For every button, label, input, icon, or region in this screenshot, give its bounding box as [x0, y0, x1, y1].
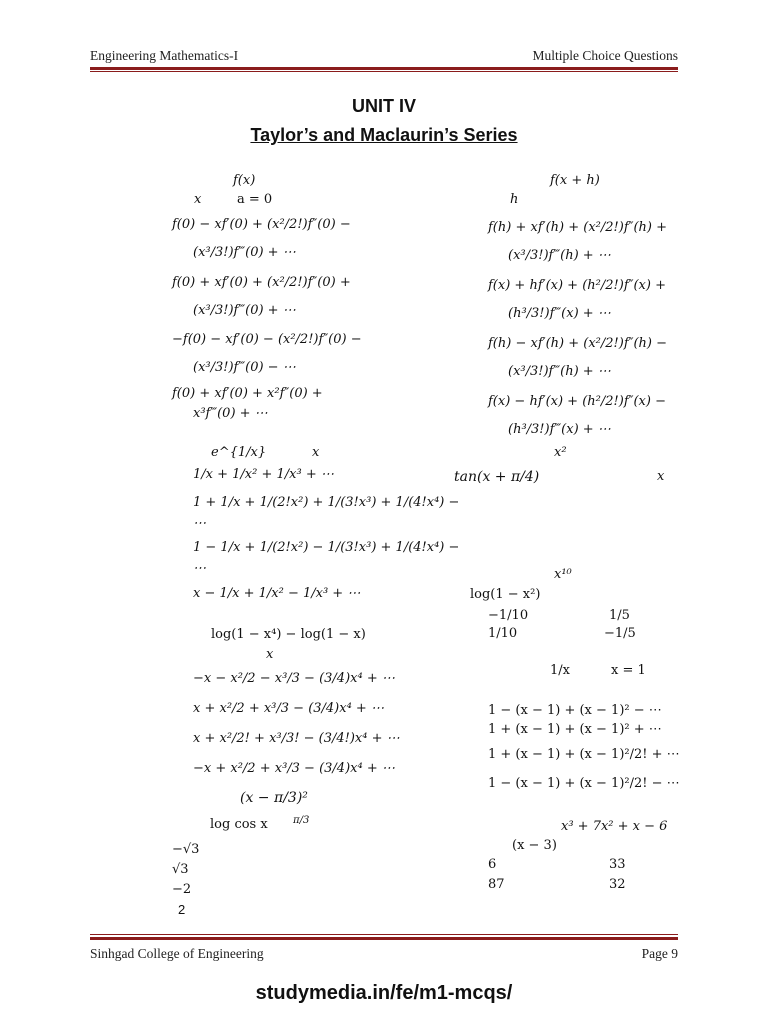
unit-title: UNIT IV [351, 96, 416, 116]
q1-option-b-line1: f(0) + xf′(0) + (x²/2!)f″(0) + [172, 275, 351, 290]
q9-option-d: 32 [609, 877, 626, 892]
q9-stem-polynomial: x³ + 7x² + x − 6 [561, 819, 668, 834]
q2-stem-variable: h [510, 192, 519, 207]
q3-option-c-line2: ⋯ [193, 561, 206, 576]
q5-stem-expression: log(1 − x⁴) − log(1 − x) [211, 627, 366, 642]
q6-option-d: −1/5 [604, 626, 636, 641]
q7-option-a: −√3 [172, 842, 200, 857]
q7-option-d: 2 [178, 902, 186, 917]
q1-option-d-line2: x³f‴(0) + ⋯ [193, 406, 268, 421]
footer-link[interactable]: studymedia.in/fe/m1-mcqs/ [255, 982, 513, 1004]
q6-option-a: −1/10 [488, 608, 529, 623]
q5-option-b: x + x²/2 + x³/3 − (3/4)x⁴ + ⋯ [193, 701, 384, 716]
q2-option-c-line2: (x³/3!)f‴(h) + ⋯ [508, 364, 611, 379]
q5-option-d: −x + x²/2 + x³/3 − (3/4)x⁴ + ⋯ [193, 761, 395, 776]
q2-option-b-line2: (h³/3!)f‴(x) + ⋯ [508, 306, 611, 321]
q3-option-b-line2: ⋯ [193, 516, 206, 531]
q7-stem-point: (x − π/3)² [240, 790, 308, 806]
q6-stem-term: x¹⁰ [554, 567, 572, 582]
q2-stem-function: f(x + h) [550, 173, 600, 188]
q2-option-a-line1: f(h) + xf′(h) + (x²/2!)f″(h) + [488, 220, 668, 235]
q2-option-a-line2: (x³/3!)f‴(h) + ⋯ [508, 248, 611, 263]
q3-option-c-line1: 1 − 1/x + 1/(2!x²) − 1/(3!x³) + 1/(4!x⁴) − [193, 540, 460, 555]
q7-stem-value: π/3 [293, 815, 310, 826]
q5-option-c: x + x²/2! + x³/3! − (3/4!)x⁴ + ⋯ [193, 731, 400, 746]
page-title: Taylor’s and Maclaurin’s Series [250, 125, 518, 145]
q8-option-d: 1 − (x − 1) + (x − 1)²/2! − ⋯ [488, 776, 680, 791]
footer-page-number: Page 9 [641, 946, 678, 961]
q3-stem-function: e^{1/x} [211, 445, 267, 460]
q9-stem-divisor: (x − 3) [512, 838, 557, 853]
q1-option-c-line2: (x³/3!)f‴(0) − ⋯ [193, 360, 296, 375]
footer-rule-thin [90, 934, 678, 935]
header-rule [90, 67, 678, 70]
q3-option-d: x − 1/x + 1/x² − 1/x³ + ⋯ [193, 586, 361, 601]
q4-stem-term: x² [554, 445, 567, 460]
q3-option-a: 1/x + 1/x² + 1/x³ + ⋯ [193, 467, 334, 482]
q5-option-a: −x − x²/2 − x³/3 − (3/4)x⁴ + ⋯ [193, 671, 395, 686]
q1-option-d-line1: f(0) + xf′(0) + x²f″(0) + [172, 386, 323, 401]
q6-stem-function: log(1 − x²) [470, 587, 541, 602]
header-rule-thin [90, 71, 678, 72]
q1-stem-point: a = 0 [237, 192, 273, 207]
q9-option-c: 87 [488, 877, 505, 892]
q1-stem-function: f(x) [233, 173, 256, 188]
q6-option-b: 1/5 [609, 608, 630, 623]
footer-left: Sinhgad College of Engineering [90, 946, 264, 961]
q7-option-c: −2 [172, 882, 192, 897]
q5-stem-variable: x [266, 647, 274, 662]
q2-option-d-line1: f(x) − hf′(x) + (h²/2!)f″(x) − [488, 394, 666, 409]
q1-stem-variable: x [194, 192, 202, 207]
q1-option-b-line2: (x³/3!)f‴(0) + ⋯ [193, 303, 296, 318]
footer-rule [90, 937, 678, 940]
q8-option-b: 1 + (x − 1) + (x − 1)² + ⋯ [488, 722, 662, 737]
q1-option-c-line1: −f(0) − xf′(0) − (x²/2!)f″(0) − [172, 332, 362, 347]
q8-stem-function: 1/x [550, 663, 570, 678]
q1-option-a-line2: (x³/3!)f‴(0) + ⋯ [193, 245, 296, 260]
q8-stem-point: x = 1 [611, 663, 646, 678]
header-right: Multiple Choice Questions [532, 48, 678, 63]
q1-option-a-line1: f(0) − xf′(0) + (x²/2!)f″(0) − [172, 217, 351, 232]
q7-stem-function: log cos x [210, 817, 268, 832]
q8-option-a: 1 − (x − 1) + (x − 1)² − ⋯ [488, 703, 662, 718]
q7-option-b: √3 [172, 862, 189, 877]
q2-option-b-line1: f(x) + hf′(x) + (h²/2!)f″(x) + [488, 278, 666, 293]
q6-option-c: 1/10 [488, 626, 518, 641]
q9-option-a: 6 [488, 857, 497, 872]
q3-stem-variable: x [312, 445, 320, 460]
q8-option-c: 1 + (x − 1) + (x − 1)²/2! + ⋯ [488, 747, 680, 762]
q4-stem-function: tan(x + π/4) [454, 469, 540, 485]
q2-option-c-line1: f(h) − xf′(h) + (x²/2!)f″(h) − [488, 336, 668, 351]
q9-option-b: 33 [609, 857, 626, 872]
header-left: Engineering Mathematics-I [90, 48, 239, 63]
q4-stem-variable: x [657, 469, 665, 484]
q2-option-d-line2: (h³/3!)f‴(x) + ⋯ [508, 422, 611, 437]
q3-option-b-line1: 1 + 1/x + 1/(2!x²) + 1/(3!x³) + 1/(4!x⁴) − [193, 495, 460, 510]
